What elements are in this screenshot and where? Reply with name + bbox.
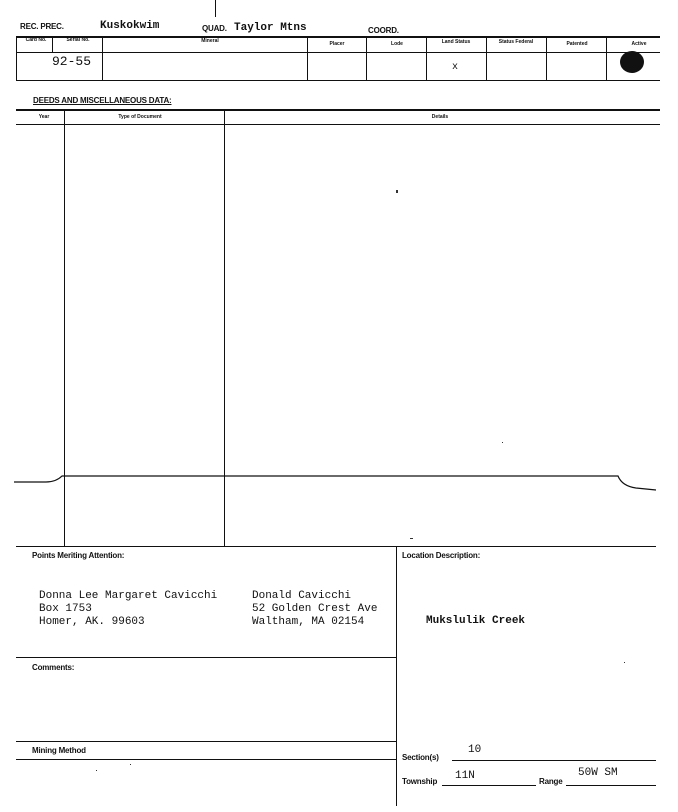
placer-header: Placer bbox=[329, 41, 345, 47]
card-no-value: 92-55 bbox=[52, 54, 92, 69]
owner-2 bbox=[252, 590, 377, 629]
township-underline bbox=[442, 785, 536, 786]
grid-vline bbox=[16, 36, 17, 81]
quad-value: Taylor Mtns bbox=[234, 22, 307, 34]
grid-vline bbox=[102, 36, 103, 81]
deeds-title: DEEDS AND MISCELLANEOUS DATA: bbox=[33, 96, 172, 105]
coord-label: COORD. bbox=[368, 26, 399, 35]
mineral-header: Mineral bbox=[201, 38, 219, 44]
grid-vline bbox=[546, 36, 547, 81]
speck bbox=[502, 442, 503, 443]
land-status-mark: x bbox=[452, 62, 459, 73]
patented-header: Patented bbox=[566, 41, 588, 47]
mining-label: Mining Method bbox=[32, 746, 86, 755]
owner-2-name: Donald Cavicchi bbox=[252, 590, 352, 602]
top-tick bbox=[215, 0, 216, 17]
active-header: Active bbox=[631, 41, 647, 47]
location-label: Location Description: bbox=[402, 551, 481, 560]
owner-1-address: Box 1753 bbox=[39, 603, 92, 615]
speck bbox=[396, 190, 398, 193]
year-header: Year bbox=[38, 114, 50, 120]
grid-vline bbox=[52, 36, 53, 52]
speck bbox=[130, 764, 131, 765]
range-underline bbox=[566, 785, 656, 786]
bottom-divider bbox=[396, 546, 397, 806]
owner-1-city: Homer, AK. 99603 bbox=[39, 616, 145, 628]
owner-1 bbox=[39, 590, 217, 629]
speck bbox=[410, 538, 413, 539]
speck bbox=[624, 662, 625, 663]
fold-line bbox=[0, 470, 678, 500]
serial-no-header: Serial No. bbox=[66, 37, 90, 43]
sections-underline bbox=[452, 760, 656, 761]
active-dot bbox=[620, 51, 644, 73]
grid-bottom-line bbox=[16, 80, 660, 81]
sections-value: 10 bbox=[468, 744, 482, 756]
comments-label: Comments: bbox=[32, 663, 75, 672]
township-label: Township bbox=[402, 777, 438, 786]
range-label: Range bbox=[539, 777, 563, 786]
owner-2-city: Waltham, MA 02154 bbox=[252, 616, 365, 628]
township-value: 11N bbox=[455, 770, 475, 782]
grid-vline bbox=[426, 36, 427, 81]
details-header: Details bbox=[431, 114, 449, 120]
land-status-header: Land Status bbox=[441, 39, 471, 45]
rec-prec-label: REC. PREC. bbox=[20, 22, 64, 31]
speck bbox=[96, 770, 97, 771]
status-federal-header: Status Federal bbox=[498, 39, 534, 45]
deeds-header-line bbox=[16, 124, 660, 125]
rec-prec-value: Kuskokwim bbox=[100, 20, 160, 32]
card-no-header: Card No. bbox=[25, 37, 47, 43]
type-header: Type of Document bbox=[118, 114, 162, 120]
lode-header: Lode bbox=[391, 41, 403, 47]
mining-bottom-line bbox=[16, 759, 396, 760]
grid-vline bbox=[307, 36, 308, 81]
grid-vline bbox=[606, 36, 607, 81]
sections-label: Section(s) bbox=[402, 753, 439, 762]
bottom-top-line bbox=[16, 546, 656, 547]
owner-1-name: Donna Lee Margaret Cavicchi bbox=[39, 590, 218, 602]
quad-label: QUAD. bbox=[202, 24, 227, 33]
points-label: Points Meriting Attention: bbox=[32, 551, 125, 560]
grid-top-line bbox=[16, 36, 660, 38]
location-value: Mukslulik Creek bbox=[426, 615, 526, 627]
mining-top-line bbox=[16, 741, 396, 742]
range-value: 50W SM bbox=[578, 767, 618, 779]
grid-vline bbox=[486, 36, 487, 81]
deeds-top-line bbox=[16, 109, 660, 111]
grid-header-line bbox=[16, 52, 660, 53]
comments-line bbox=[16, 657, 396, 658]
owner-2-address: 52 Golden Crest Ave bbox=[252, 603, 378, 615]
grid-vline bbox=[366, 36, 367, 81]
